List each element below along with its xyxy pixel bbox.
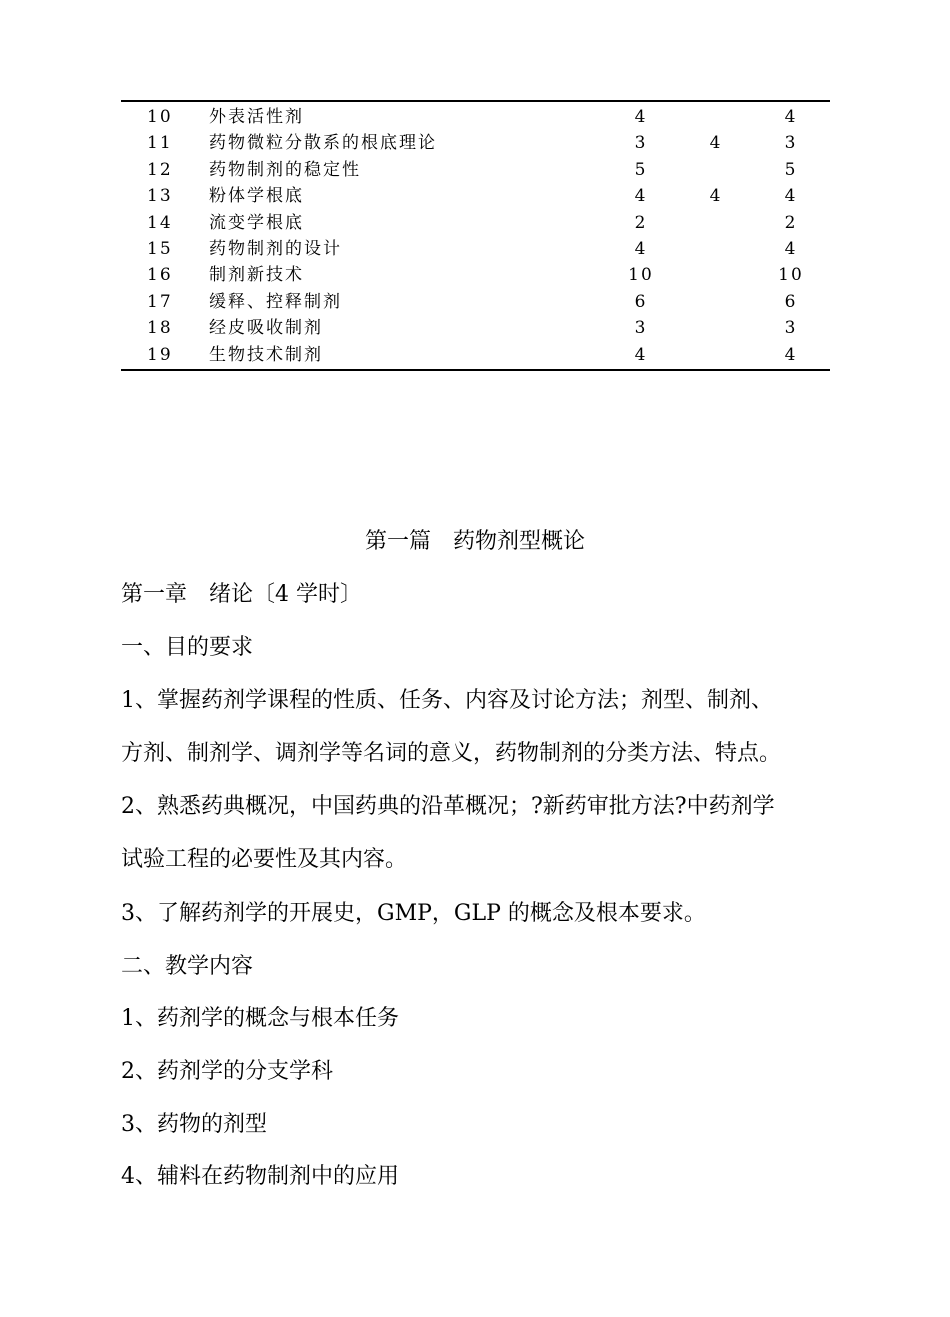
table-row xyxy=(121,262,830,288)
chapter-title: 药物制剂的稳定性 xyxy=(209,159,361,180)
hours-col-3: 3 xyxy=(784,133,798,154)
chapter-number: 14 xyxy=(147,212,173,233)
hours-col-1: 4 xyxy=(634,186,648,207)
table-row xyxy=(121,289,830,315)
part-title: 第一篇 药物剂型概论 xyxy=(364,529,585,554)
list-item: 1、药剂学的概念与根本任务 xyxy=(121,1006,399,1031)
chapter-title: 粉体学根底 xyxy=(209,186,304,207)
table-row xyxy=(121,315,830,341)
chapter-number: 15 xyxy=(147,238,173,259)
chapter-title: 制剂新技术 xyxy=(209,265,304,286)
chapter-title: 经皮吸收制剂 xyxy=(209,318,323,339)
paragraph-line: 试验工程的必要性及其内容。 xyxy=(121,847,408,872)
hours-col-3: 4 xyxy=(784,238,798,259)
chapter-title: 药物微粒分散系的根底理论 xyxy=(209,133,437,154)
hours-col-1: 2 xyxy=(634,212,648,233)
hours-col-1: 6 xyxy=(634,291,648,312)
hours-col-1: 5 xyxy=(634,159,648,180)
chapter-number: 12 xyxy=(147,159,173,180)
paragraph-line: 方剂、制剂学、调剂学等名词的意义，药物制剂的分类方法、特点。 xyxy=(121,741,782,766)
chapter-title: 生物技术制剂 xyxy=(209,344,323,365)
table-row xyxy=(121,210,830,236)
chapter-heading: 第一章 绪论〔4 学时〕 xyxy=(121,582,362,607)
hours-col-1: 4 xyxy=(634,107,648,127)
hours-col-3: 2 xyxy=(784,212,798,233)
table-row xyxy=(121,236,830,262)
chapter-number: 19 xyxy=(147,344,173,365)
chapter-title: 药物制剂的设计 xyxy=(209,238,342,259)
list-item: 2、药剂学的分支学科 xyxy=(121,1059,333,1084)
paragraph-line: 2、熟悉药典概况，中国药典的沿革概况；?新药审批方法?中药剂学 xyxy=(121,794,775,819)
hours-col-3: 4 xyxy=(784,107,798,127)
table-row xyxy=(121,130,830,156)
chapter-title: 外表活性剂 xyxy=(209,107,304,127)
hours-col-1: 10 xyxy=(628,265,654,286)
hours-col-1: 4 xyxy=(634,238,648,259)
table-row xyxy=(121,183,830,209)
hours-col-1: 4 xyxy=(634,344,648,365)
subsection-heading: 二、教学内容 xyxy=(121,954,254,979)
subsection-heading: 一、目的要求 xyxy=(121,635,254,660)
chapter-number: 18 xyxy=(147,318,173,339)
table-row xyxy=(121,104,830,130)
paragraph-line: 3、了解药剂学的开展史，GMP，GLP 的概念及根本要求。 xyxy=(121,901,706,926)
hours-col-3: 4 xyxy=(784,186,798,207)
table-row xyxy=(121,342,830,368)
course-hours-table xyxy=(121,100,830,371)
chapter-number: 16 xyxy=(147,265,173,286)
hours-col-1: 3 xyxy=(634,133,648,154)
chapter-title: 流变学根底 xyxy=(209,212,304,233)
list-item: 4、辅料在药物制剂中的应用 xyxy=(121,1164,399,1189)
hours-col-2: 4 xyxy=(709,133,723,154)
hours-col-2: 4 xyxy=(709,186,723,207)
hours-col-3: 5 xyxy=(784,159,798,180)
paragraph-line: 1、掌握药剂学课程的性质、任务、内容及讨论方法；剂型、制剂、 xyxy=(121,688,773,713)
hours-col-3: 4 xyxy=(784,344,798,365)
hours-col-3: 10 xyxy=(778,265,804,286)
chapter-number: 13 xyxy=(147,186,173,207)
table-row xyxy=(121,157,830,183)
chapter-number: 10 xyxy=(147,107,173,127)
chapter-title: 缓释、控释制剂 xyxy=(209,291,342,312)
hours-col-3: 6 xyxy=(784,291,798,312)
chapter-number: 11 xyxy=(147,133,173,154)
hours-col-3: 3 xyxy=(784,318,798,339)
list-item: 3、药物的剂型 xyxy=(121,1112,267,1137)
hours-col-1: 3 xyxy=(634,318,648,339)
chapter-number: 17 xyxy=(147,291,173,312)
